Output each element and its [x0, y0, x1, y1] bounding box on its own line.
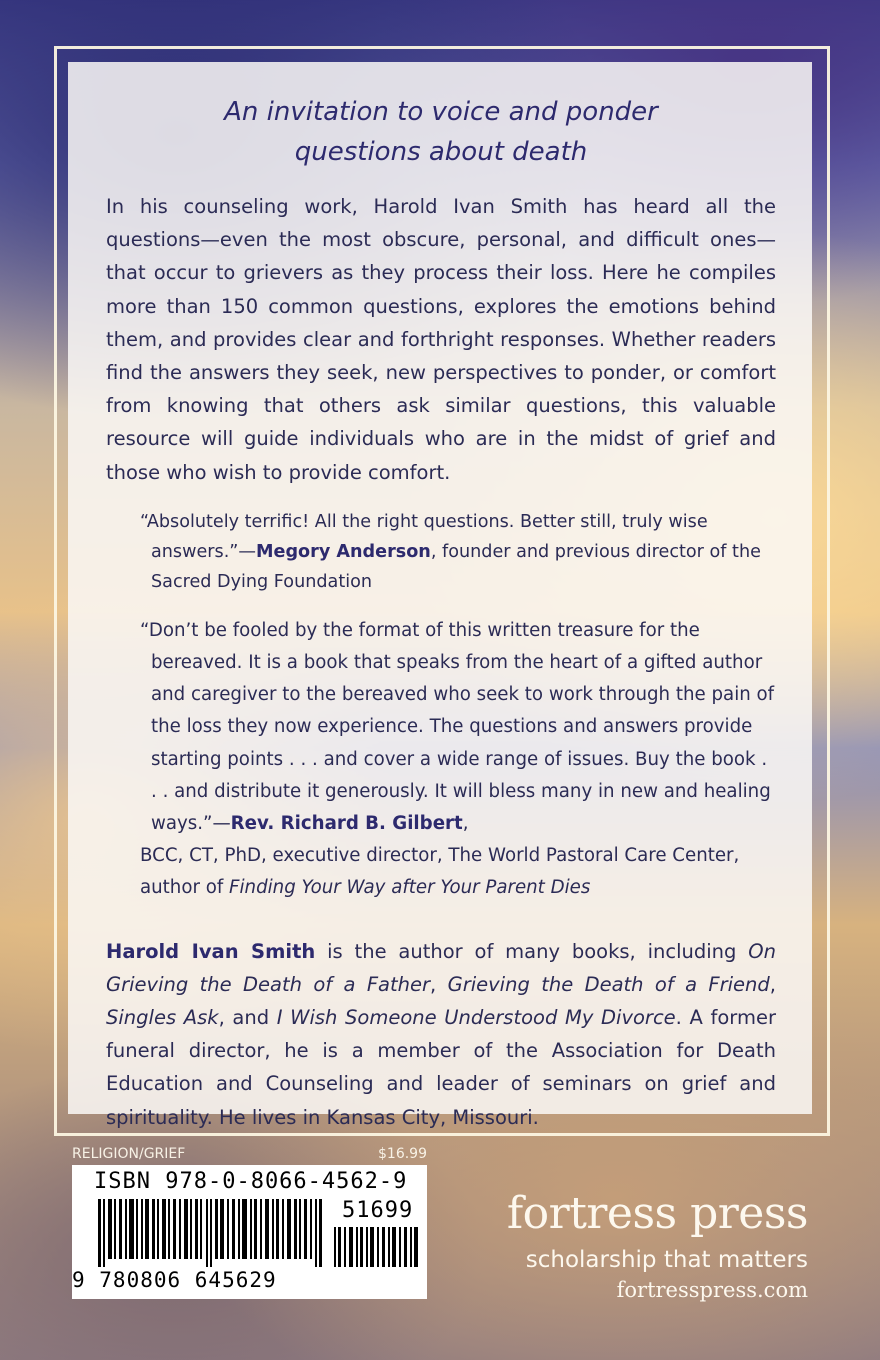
endorsement-2-comma: ,	[462, 813, 469, 835]
headline-line-1: An invitation to voice and ponder	[224, 97, 658, 127]
bio-book-2: Grieving the Death of a Friend	[447, 972, 770, 996]
bio-book-1: On Grieving the Death of a Father	[106, 939, 776, 996]
barcode-addon-digits: 51699	[342, 1198, 414, 1223]
price-label: $16.99	[378, 1146, 427, 1162]
endorsement-2-book: Finding Your Way after Your Parent Dies	[229, 877, 591, 899]
bio-book-4: I Wish Someone Understood My Divorce	[276, 1006, 676, 1030]
bio-rest: . A former funeral director, he is a member of the Association for Death Education and Counseling and leader of seminars on grief and spirituality. He lives in Kansas City, Missouri.	[106, 1006, 776, 1129]
category-label: RELIGION/GRIEF	[72, 1146, 186, 1162]
back-cover-text-panel	[68, 62, 812, 1129]
author-bio	[106, 935, 776, 1134]
endorsement-2-name: Rev. Richard B. Gilbert	[230, 813, 463, 835]
endorsement-1-name: Megory Anderson	[256, 541, 431, 562]
category-price-row	[72, 1146, 427, 1166]
headline-line-2: questions about death	[294, 137, 588, 167]
barcode-human-readable-digits: 9 780806 645629	[72, 1268, 277, 1292]
publisher-block	[507, 1190, 808, 1304]
book-description: In his counseling work, Harold Ivan Smith has heard all the questions—even the most obscure, personal, and difficult ones—that occur to grievers as they process their loss. Here he compiles more than 150 common questions, explores the emotions behind them, and provides clear and forthright responses. Whether readers find the answers they seek, new perspectives to ponder, or comfort from knowing that others ask similar questions, this valuable resource will guide individuals who are in the midst of grief and those who wish to provide comfort.	[106, 195, 776, 484]
endorsement-2	[106, 615, 776, 905]
endorsement-1-affiliation: , founder and previous director of the Sacred Dying Foundation	[151, 541, 761, 592]
publisher-url: fortresspress.com	[616, 1278, 808, 1302]
bio-book-3: Singles Ask	[106, 1006, 219, 1030]
bio-intro: is the author of many books, including	[315, 939, 749, 963]
addon-barcode-bars	[334, 1227, 420, 1267]
endorsement-2-author-prefix: author of	[140, 877, 230, 899]
author-name: Harold Ivan Smith	[106, 939, 316, 963]
publisher-tagline: scholarship that matters	[525, 1247, 808, 1273]
cover-headline	[106, 92, 776, 172]
bio-sep-1: ,	[430, 972, 448, 996]
endorsement-2-credentials: BCC, CT, PhD, executive director, The World Pastoral Care Center,	[140, 845, 740, 867]
isbn-barcode	[72, 1165, 427, 1299]
endorsement-1	[106, 507, 776, 597]
isbn-number: ISBN 978-0-8066-4562-9	[94, 1169, 408, 1194]
endorsement-2-text: “Don’t be fooled by the format of this written treasure for the bereaved. It is a book that speaks from the heart of a gifted author and caregiver to the bereaved who seek to work through the pain of the loss they now experience. The questions and answers provide starting points . . . and cover a wide range of issues. Buy the book . . . and distribute it generously. It will bless many in new and healing ways.”—	[140, 619, 775, 835]
bio-sep-3: , and	[218, 1006, 277, 1030]
barcode-bars	[98, 1199, 326, 1267]
endorsement-2-author-line	[140, 872, 776, 904]
endorsement-1-text: “Absolutely terrific! All the right questions. Better still, truly wise answers.”—	[140, 511, 708, 562]
publisher-logo-name: fortress press	[506, 1188, 808, 1239]
bio-sep-2: ,	[769, 972, 776, 996]
